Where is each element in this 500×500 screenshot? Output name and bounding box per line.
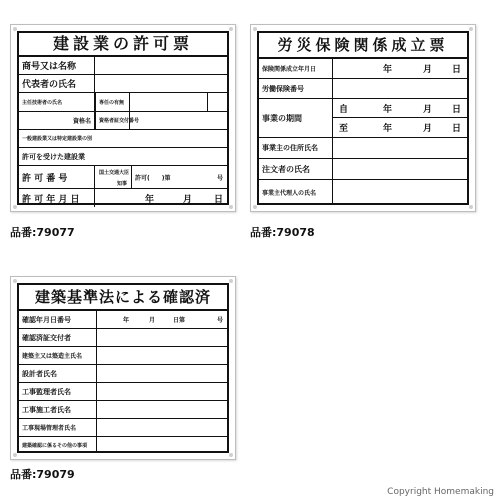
screw-hole — [13, 453, 17, 457]
exclusive-label: 専任の有無 — [99, 99, 125, 106]
row-label: 許 可 番 号 — [19, 166, 95, 188]
screw-hole — [469, 205, 473, 209]
day-label: 日 — [451, 65, 461, 75]
table-row — [19, 112, 227, 130]
sign-frame — [17, 31, 229, 205]
row-label: 代表者の氏名 — [19, 75, 95, 92]
table-row — [19, 130, 227, 148]
screw-hole — [229, 279, 233, 283]
row-label: 建築主又は築造主氏名 — [19, 347, 97, 364]
year-label: 年 — [383, 104, 393, 115]
row-label: 許可を受けた建設業 — [22, 152, 85, 161]
day-label: 日 — [451, 104, 461, 115]
day-label: 日 — [451, 123, 461, 134]
row-label: 許 可 年 月 日 — [19, 189, 95, 207]
row-label: 工事現場管理者氏名 — [19, 419, 97, 436]
table-row — [19, 189, 227, 207]
table-row — [259, 59, 467, 79]
screw-hole — [229, 453, 233, 457]
table-row — [19, 365, 227, 383]
screw-hole — [253, 205, 257, 209]
year-label: 年 — [123, 317, 130, 324]
product-code: 品番:79077 — [10, 226, 75, 239]
row-label: 工事施工者氏名 — [19, 401, 97, 418]
row-label: 一般建設業又は特定建設業の別 — [22, 136, 93, 142]
table-row — [19, 166, 227, 189]
day-number-label: 日第 — [173, 317, 186, 324]
sign-79077 — [10, 24, 236, 212]
row-label: 注文者の氏名 — [259, 159, 333, 179]
minister-label: 国土交通大臣 — [99, 169, 130, 176]
table-row — [19, 311, 227, 329]
sign-frame — [17, 283, 229, 453]
month-label: 月 — [149, 317, 156, 324]
table-row — [19, 57, 227, 75]
row-label: 設計者氏名 — [19, 365, 97, 382]
sign-79079 — [10, 276, 236, 460]
screw-hole — [229, 27, 233, 31]
sign-frame — [257, 31, 469, 205]
table-row — [19, 347, 227, 365]
row-label: 確認済証交付者 — [19, 329, 97, 346]
month-label: 月 — [423, 123, 433, 134]
screw-hole — [13, 205, 17, 209]
go-label: 号 — [216, 174, 223, 182]
table-row — [19, 329, 227, 347]
row-label: 事業主代理人の氏名 — [259, 180, 333, 205]
table-row — [19, 419, 227, 437]
table-row — [19, 401, 227, 419]
from-label: 自 — [339, 104, 349, 115]
row-label: 確認年月日番号 — [19, 311, 97, 328]
screw-hole — [229, 205, 233, 209]
row-label: 労働保険番号 — [259, 79, 333, 98]
table-row — [259, 159, 467, 180]
table-row — [259, 180, 467, 205]
table-row — [259, 138, 467, 159]
month-label: 月 — [423, 65, 433, 75]
product-code: 品番:79078 — [250, 226, 315, 239]
sign-title: 労災保険関係成立票 — [259, 33, 467, 59]
row-label: 事業主の住所氏名 — [259, 138, 333, 158]
table-row — [19, 437, 227, 453]
go-label: 号 — [216, 317, 223, 324]
table-row — [19, 93, 227, 112]
day-label: 日 — [213, 194, 223, 205]
year-label: 年 — [383, 65, 393, 75]
year-label: 年 — [383, 123, 393, 134]
sign-title: 建築基準法による確認済 — [19, 285, 227, 311]
table-row — [259, 79, 467, 99]
month-label: 月 — [423, 104, 433, 115]
year-label: 年 — [145, 194, 155, 205]
month-label: 月 — [183, 194, 193, 205]
screw-hole — [469, 27, 473, 31]
row-label: 工事監理者氏名 — [19, 383, 97, 400]
sign-title: 建設業の許可票 — [19, 33, 227, 57]
row-label: 事業の期間 — [259, 99, 333, 137]
table-row — [19, 148, 227, 166]
row-label: 主任技術者の氏名 — [19, 93, 95, 111]
copyright-text: Copyright Homemaking — [387, 487, 494, 497]
row-label: 保険関係成立年月日 — [259, 59, 333, 78]
row-label: 資格名 — [19, 112, 95, 129]
product-code: 品番:79079 — [10, 468, 75, 481]
license-no-label: 資格者証交付番号 — [99, 118, 140, 124]
to-label: 至 — [339, 123, 349, 134]
table-row — [19, 75, 227, 93]
row-label: 商号又は名称 — [19, 57, 95, 74]
table-row — [259, 99, 467, 138]
governor-label: 知事 — [117, 180, 128, 187]
table-row — [19, 383, 227, 401]
sign-79078 — [250, 24, 476, 212]
permit-label: 許可( )第 — [135, 174, 171, 182]
row-label: 建築確認に係るその他の事項 — [19, 437, 97, 453]
